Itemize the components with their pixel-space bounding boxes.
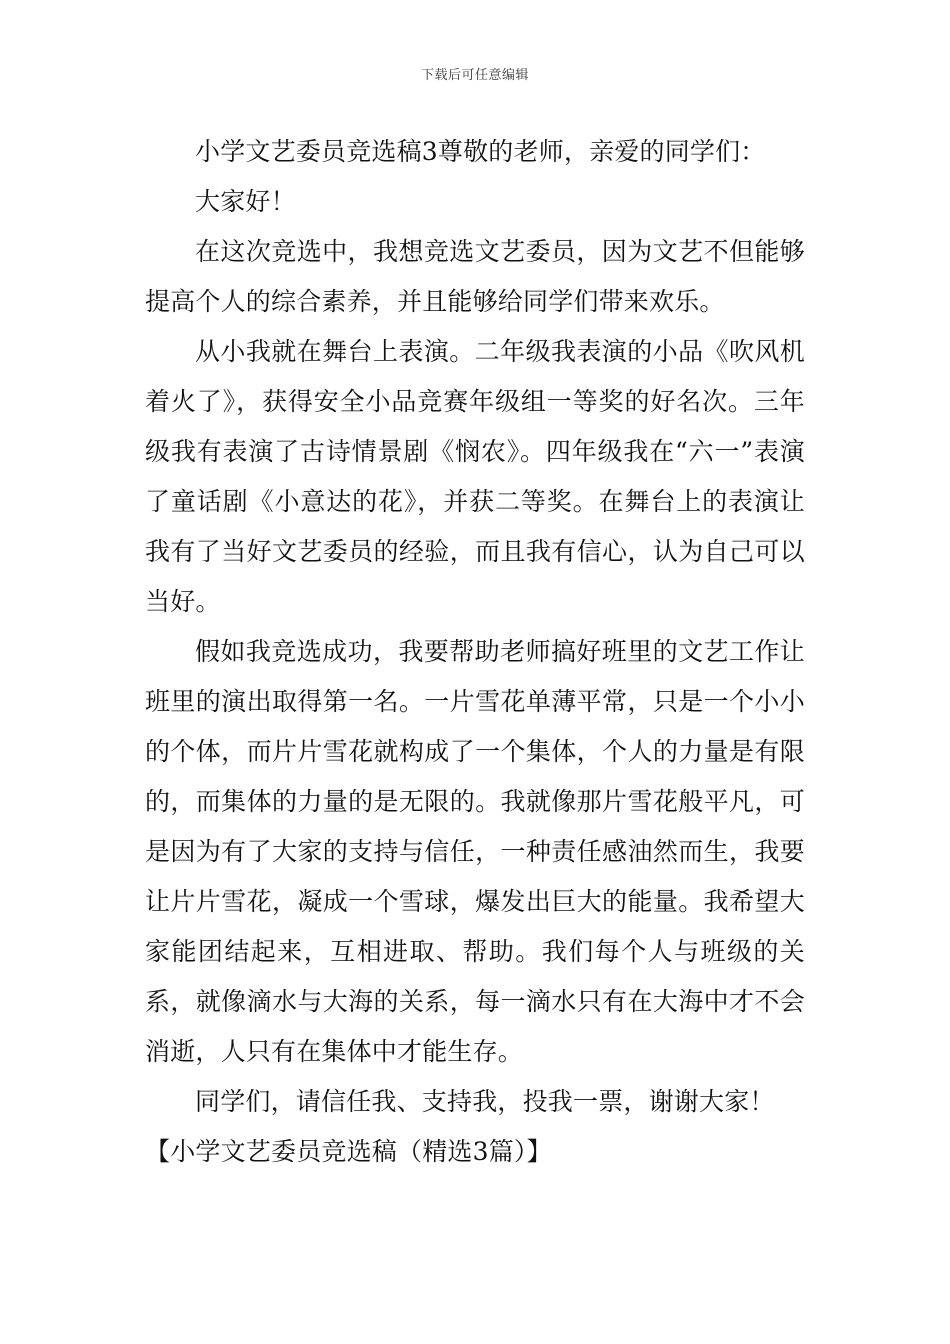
paragraph-experience: 从小我就在舞台上表演。二年级我表演的小品《吹风机着火了》，获得安全小品竞赛年级组一等奖的好名次。三年级我有表演了古诗情景剧《悯农》。四年级我在“六一”表演了童话剧《小意达的花》，并获二等奖。在舞台上的表演让我有了当好文艺委员的经验，而且我有信心，认为自己可以当好。 <box>145 337 805 616</box>
document-footer-title: 【小学文艺委员竞选稿（精选3篇）】 <box>145 1137 552 1166</box>
paragraph-salutation: 小学文艺委员竞选稿3尊敬的老师，亲爱的同学们： <box>195 137 766 166</box>
document-body <box>145 127 805 1177</box>
paragraph-intro: 在这次竞选中，我想竞选文艺委员，因为文艺不但能够提高个人的综合素养，并且能够给同学们带来欢乐。 <box>145 237 805 316</box>
page-header-note: 下载后可任意编辑 <box>420 68 529 83</box>
paragraph-greeting: 大家好！ <box>195 187 296 216</box>
paragraph-closing: 同学们，请信任我、支持我，投我一票，谢谢大家！ <box>195 1087 775 1116</box>
paragraph-plan: 假如我竞选成功，我要帮助老师搞好班里的文艺工作让班里的演出取得第一名。一片雪花单薄平常，只是一个小小的个体，而片片雪花就构成了一个集体，个人的力量是有限的，而集体的力量的是无限的。我就像那片雪花般平凡，可是因为有了大家的支持与信任，一种责任感油然而生，我要让片片雪花，凝成一个雪球，爆发出巨大的能量。我希望大家能团结起来，互相进取、帮助。我们每个人与班级的关系，就像滴水与大海的关系，每一滴水只有在大海中才不会消逝，人只有在集体中才能生存。 <box>145 637 805 1066</box>
